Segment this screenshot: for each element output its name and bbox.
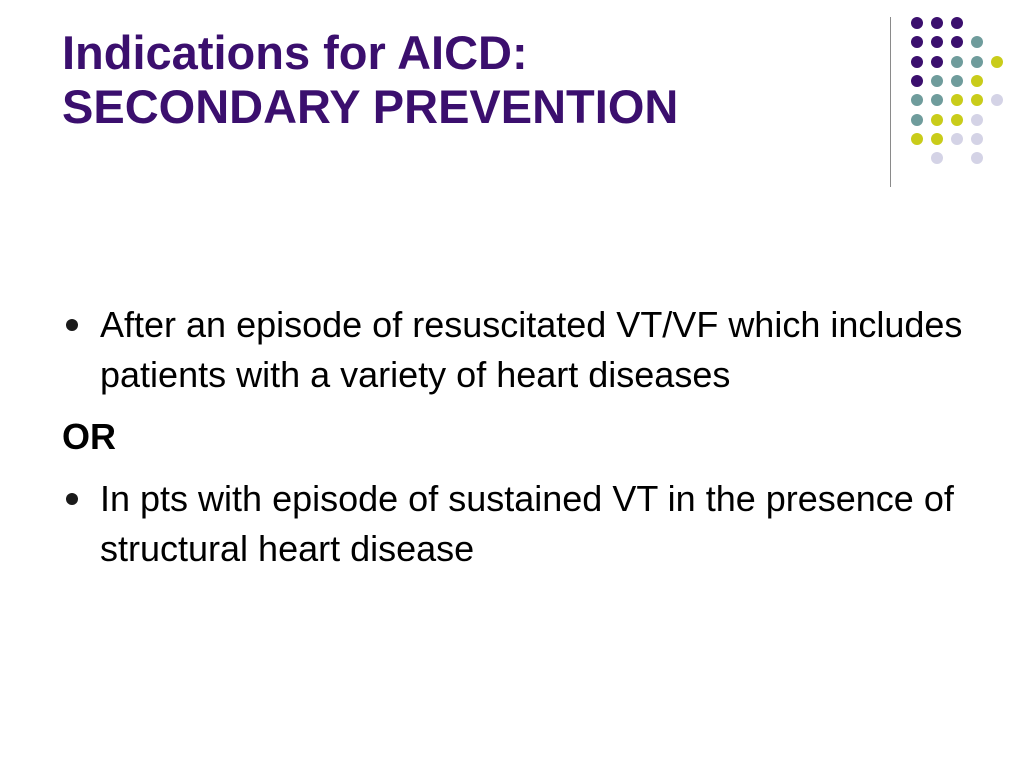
decorative-dot-grid (0, 0, 1024, 200)
decor-dot (971, 114, 983, 126)
decor-dot (991, 94, 1003, 106)
decor-dot (971, 94, 983, 106)
decor-dot (971, 75, 983, 87)
decor-dot (931, 36, 943, 48)
bullet-item (62, 300, 972, 400)
decor-dot (971, 36, 983, 48)
decor-dot (971, 56, 983, 68)
bullet-text: After an episode of resuscitated VT/VF which includes patients with a variety of heart diseases (100, 304, 963, 395)
decor-dot (931, 17, 943, 29)
decor-dot (911, 133, 923, 145)
decor-dot (931, 152, 943, 164)
slide-body (62, 300, 972, 574)
decor-dot (911, 17, 923, 29)
decor-dot (971, 152, 983, 164)
decor-dot (931, 133, 943, 145)
bullet-dot-icon (66, 319, 78, 331)
decor-dot (951, 17, 963, 29)
decor-dot (951, 94, 963, 106)
decor-dot (971, 133, 983, 145)
decor-dot (951, 75, 963, 87)
bullet-text: In pts with episode of sustained VT in the presence of structural heart disease (100, 478, 954, 569)
title-line-1: Indications for AICD: (62, 26, 528, 79)
decor-dot (951, 36, 963, 48)
decor-dot (911, 94, 923, 106)
decor-dot (951, 56, 963, 68)
decor-dot (911, 56, 923, 68)
decor-dot (931, 75, 943, 87)
decor-dot (911, 36, 923, 48)
decor-dot (951, 114, 963, 126)
bullet-item (62, 474, 972, 574)
bullet-dot-icon (66, 493, 78, 505)
decor-dot (931, 114, 943, 126)
decor-dot (911, 75, 923, 87)
connector-text: OR (62, 416, 116, 457)
decor-dot (911, 114, 923, 126)
decor-dot (991, 56, 1003, 68)
title-line-2: SECONDARY PREVENTION (62, 80, 679, 133)
decor-dot (931, 56, 943, 68)
decor-dot (931, 94, 943, 106)
decor-dot (951, 133, 963, 145)
